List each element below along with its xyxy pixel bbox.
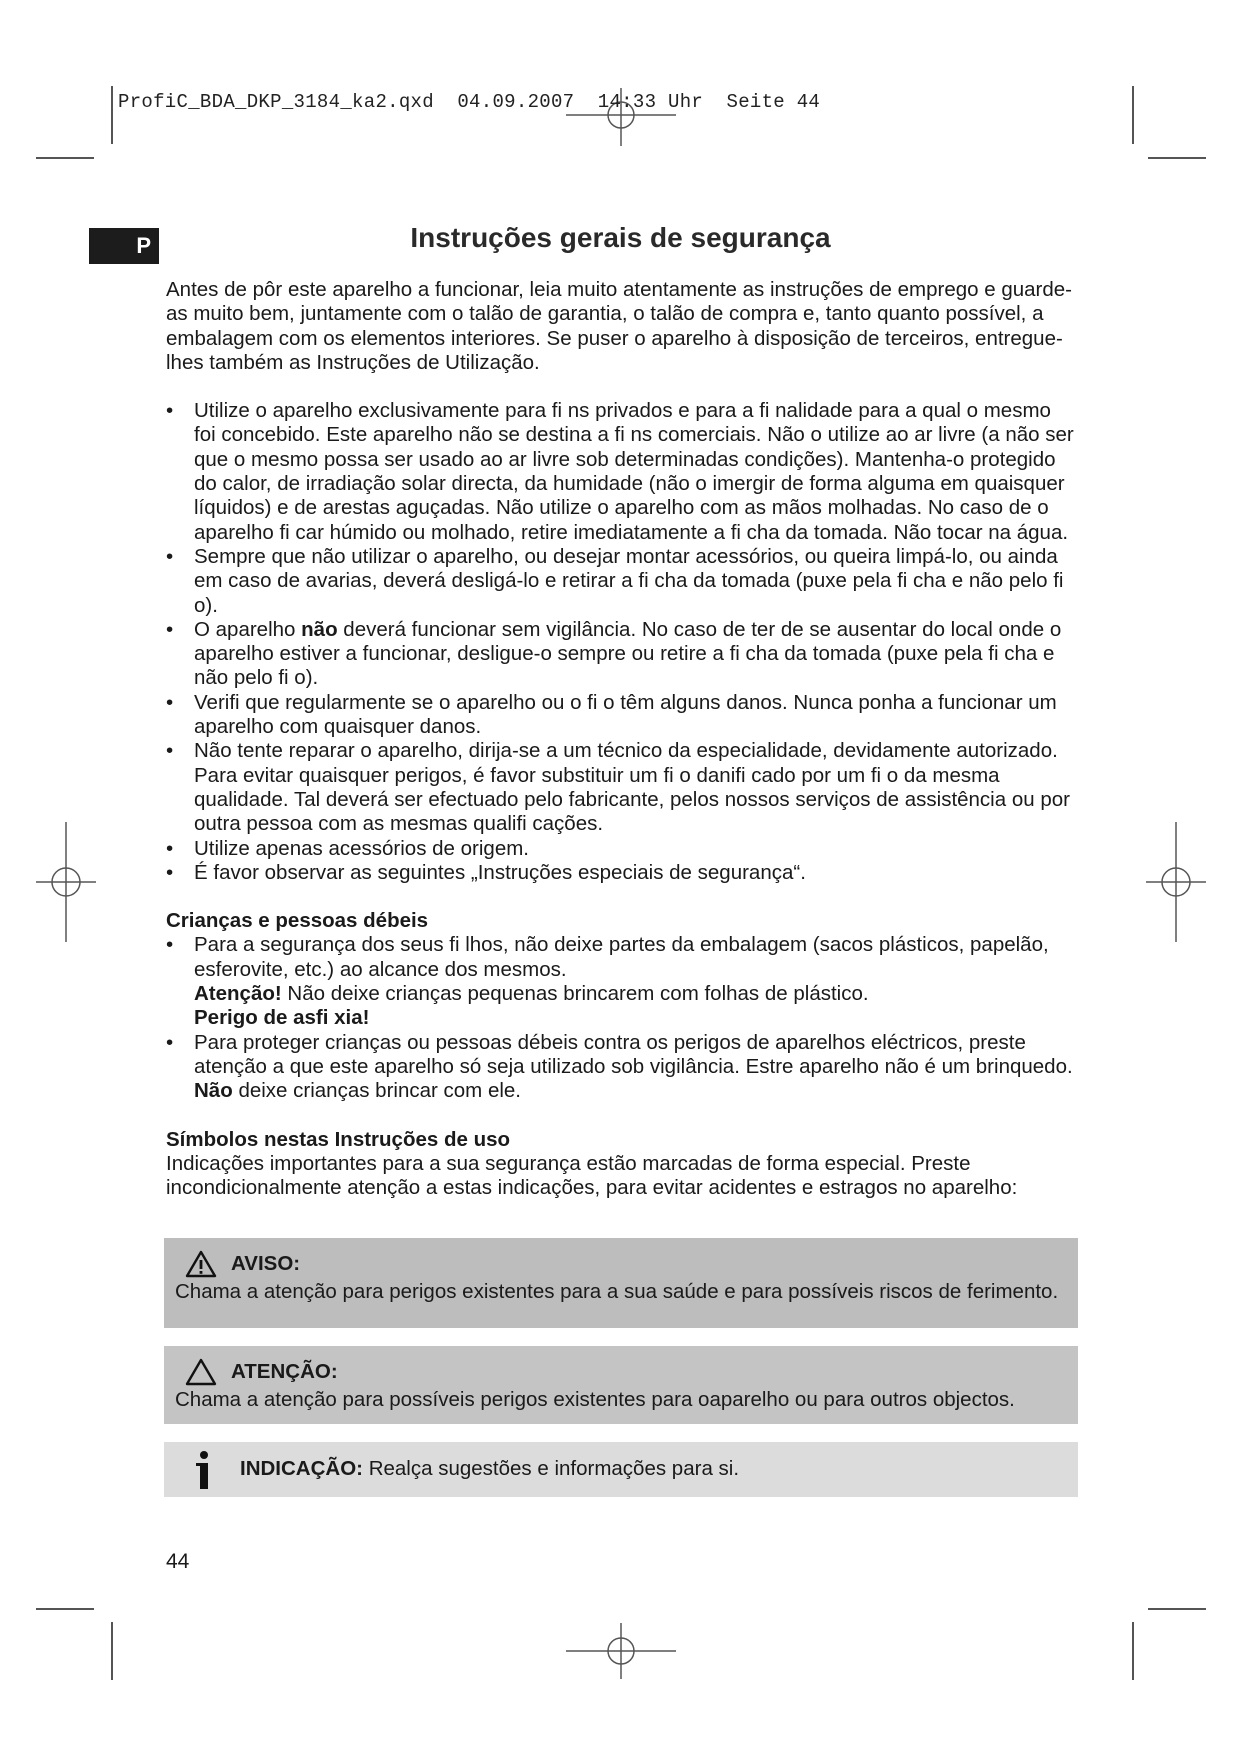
note-text: Realça sugestões e informações para si.	[368, 1457, 740, 1481]
warning-triangle-icon	[185, 1250, 217, 1278]
warning-label: AVISO:	[231, 1251, 301, 1275]
list-item: • Utilize o aparelho exclusivamente para fi ns privados e para a fi nalidade para a qual o mesmo foi concebido. Este aparelho não se destina a fi ns comerciais. Não o utilize ao ar livre (a não ser que o mesmo possa ser usado ao ar livre sob determinadas condições). Mantenha-o protegido do calor, de irradiação solar directa, da humidade (não o imergir de forma alguma em quaisquer líquidos) e de arestas aguçadas. Não utilize o aparelho com as mãos molhadas. No caso de o aparelho fi car húmido ou molhado, retire imediatamente a fi cha da tomada. Não tocar na água.	[166, 399, 1078, 545]
caution-label: ATENÇÃO:	[231, 1359, 338, 1383]
children-list	[166, 933, 1078, 1103]
registration-mark-icon	[1146, 822, 1206, 942]
section-heading-symbols: Símbolos nestas Instruções de uso	[166, 1127, 511, 1151]
list-item: • Para proteger crianças ou pessoas débeis contra os perigos de aparelhos eléctricos, preste atenção a que este aparelho só seja utilizado sob vigilância. Estre aparelho não é um brinquedo. Não deixe crianças brincar com ele.	[166, 1031, 1078, 1104]
caution-text: Chama a atenção para possíveis perigos existentes para oaparelho ou para outros objectos.	[175, 1388, 1015, 1411]
crop-mark	[1148, 1608, 1206, 1610]
crop-mark	[111, 1622, 113, 1680]
list-item: • Verifi que regularmente se o aparelho ou o fi o têm alguns danos. Nunca ponha a funcionar um aparelho com quaisquer danos.	[166, 691, 1078, 740]
attention-line: Atenção! Não deixe crianças pequenas brincarem com folhas de plástico.	[194, 982, 869, 1006]
crop-mark	[1132, 86, 1134, 144]
registration-mark-icon	[36, 822, 96, 942]
list-item: • Utilize apenas acessórios de origem.	[166, 837, 1078, 861]
crop-mark	[36, 1608, 94, 1610]
list-item: • Sempre que não utilizar o aparelho, ou desejar montar acessórios, ou queira limpá-lo, ou ainda em caso de avarias, deverá desligá-lo e retirar a fi cha da tomada (puxe pela fi cha e não pelo fi o).	[166, 545, 1078, 618]
danger-line: Perigo de asfi xia!	[194, 1006, 370, 1030]
caution-header	[175, 1356, 1068, 1388]
caution-box	[164, 1346, 1078, 1424]
print-slug: ProfiC_BDA_DKP_3184_ka2.qxd 04.09.2007 14:33 Uhr Seite 44	[118, 91, 821, 113]
intro-paragraph: Antes de pôr este aparelho a funcionar, leia muito atentamente as instruções de emprego e guarde-as muito bem, juntamente com o talão de garantia, o talão de compra e, tanto quanto possível, a embalagem com os elementos interiores. Se puser o aparelho à disposição de terceiros, entregue-lhes também as Instruções de Utilização.	[166, 278, 1072, 374]
main-content	[166, 278, 1078, 1200]
crop-mark	[1132, 1622, 1134, 1680]
list-item: • Para a segurança dos seus fi lhos, não deixe partes da embalagem (sacos plásticos, papelão, esferovite, etc.) ao alcance dos mesmos. Atenção! Não deixe crianças pequenas brincarem com folhas de plástico. Perigo de asfi xia!	[166, 933, 1078, 1030]
list-item: • Não tente reparar o aparelho, dirija-se a um técnico da especialidade, devidamente autorizado. Para evitar quaisquer perigos, é favor substituir um fi o danifi cado por um fi o da mesma qualidade. Tal deverá ser efectuado pelo fabricante, pelos nossos serviços de assistência ou por outra pessoa com as mesmas qualifi cações.	[166, 739, 1078, 836]
crop-mark	[1148, 157, 1206, 159]
symbols-paragraph: Indicações importantes para a sua segurança estão marcadas de forma especial. Preste incondicionalmente atenção a estas indicações, para evitar acidentes e estragos no aparelho:	[166, 1151, 1018, 1200]
note-label: INDICAÇÃO:	[240, 1457, 363, 1481]
note-box	[164, 1442, 1078, 1497]
safety-list	[166, 399, 1078, 885]
info-icon	[176, 1448, 232, 1492]
page-number: 44	[166, 1550, 190, 1573]
list-item: • É favor observar as seguintes „Instruções especiais de segurança“.	[166, 861, 1078, 885]
page-title: Instruções gerais de segurança	[410, 222, 831, 253]
warning-box	[164, 1238, 1078, 1328]
registration-mark-icon	[566, 1623, 676, 1679]
caution-triangle-icon	[185, 1358, 217, 1386]
list-item: • O aparelho não deverá funcionar sem vigilância. No caso de ter de se ausentar do local onde o aparelho estiver a funcionar, desligue-o sempre ou retire a fi cha da tomada (puxe pela fi cha e não pelo fi o).	[166, 618, 1078, 691]
language-tab: P	[89, 228, 159, 264]
crop-mark	[36, 157, 94, 159]
warning-header	[175, 1248, 1068, 1280]
note-row	[164, 1442, 1078, 1497]
crop-mark	[111, 86, 113, 144]
warning-text: Chama a atenção para perigos existentes para a sua saúde e para possíveis riscos de ferimento.	[175, 1280, 1059, 1303]
section-heading-children: Crianças e pessoas débeis	[166, 909, 429, 933]
